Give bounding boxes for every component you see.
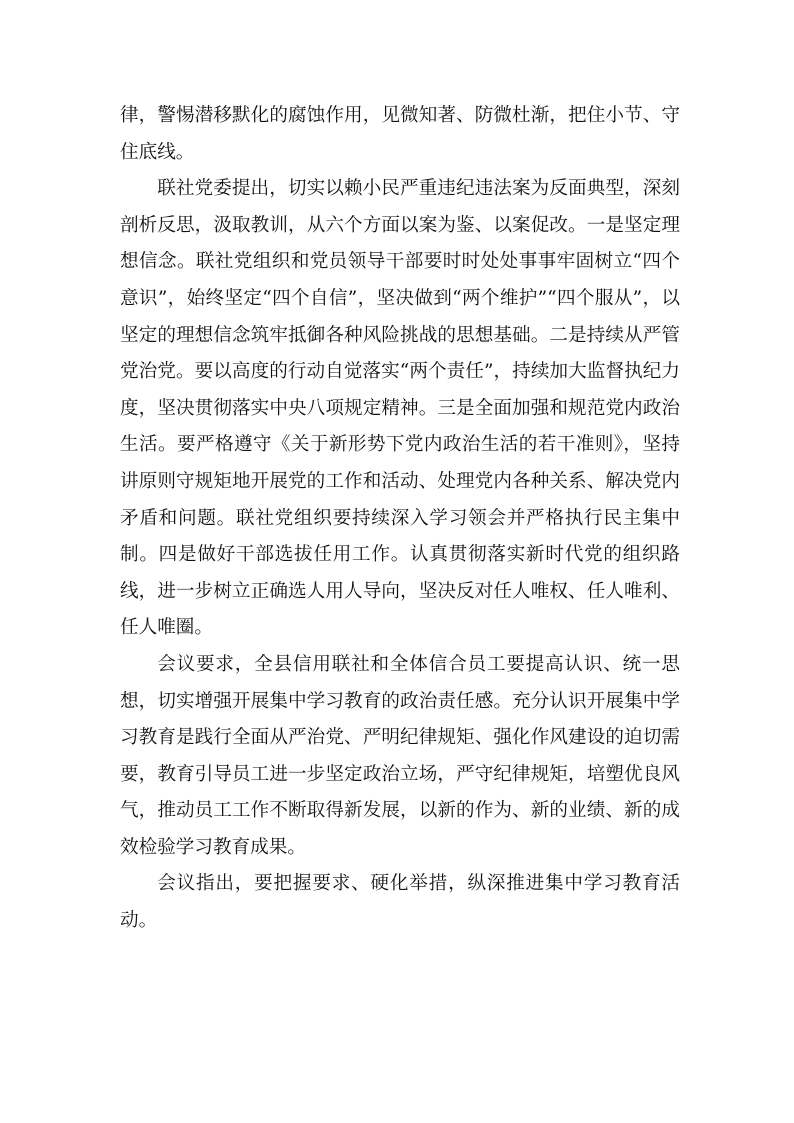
paragraph-4: 会议指出，要把握要求、硬化举措，纵深推进集中学习教育活动。 [120, 873, 680, 932]
document-body [120, 98, 680, 940]
paragraph-3: 会议要求，全县信用联社和全体信合员工要提高认识、统一思想，切实增强开展集中学习教育的政治责任感。充分认识开展集中学习教育是践行全面从严治党、严明纪律规矩、强化作风建设的迫切需要，教育引导员工进一步坚定政治立场，严守纪律规矩，培塑优良风气，推动员工工作不断取得新发展，以新的作为、新的业绩、新的成效检验学习教育成果。 [120, 653, 680, 858]
paragraph-1: 律，警惕潜移默化的腐蚀作用，见微知著、防微杜渐，把住小节、守住底线。 [120, 105, 680, 163]
paragraph-2: 联社党委提出，切实以赖小民严重违纪违法案为反面典型，深刻剖析反思，汲取教训，从六个方面以案为鉴、以案促改。一是坚定理想信念。联社党组织和党员领导干部要时时处处事事牢固树立“四个意识”，始终坚定“四个自信”，坚决做到“两个维护”“四个服从”，以坚定的理想信念筑牢抵御各种风险挑战的思想基础。二是持续从严管党治党。要以高度的行动自觉落实“两个责任”，持续加大监督执纪力度，坚决贯彻落实中央八项规定精神。三是全面加强和规范党内政治生活。要严格遵守《关于新形势下党内政治生活的若干准则》，坚持讲原则守规矩地开展党的工作和活动、处理党内各种关系、解决党内矛盾和问题。联社党组织要持续深入学习领会并严格执行民主集中制。四是做好干部选拔任用工作。认真贯彻落实新时代党的组织路线，进一步树立正确选人用人导向，坚决反对任人唯权、任人唯利、任人唯圈。 [120, 178, 680, 639]
